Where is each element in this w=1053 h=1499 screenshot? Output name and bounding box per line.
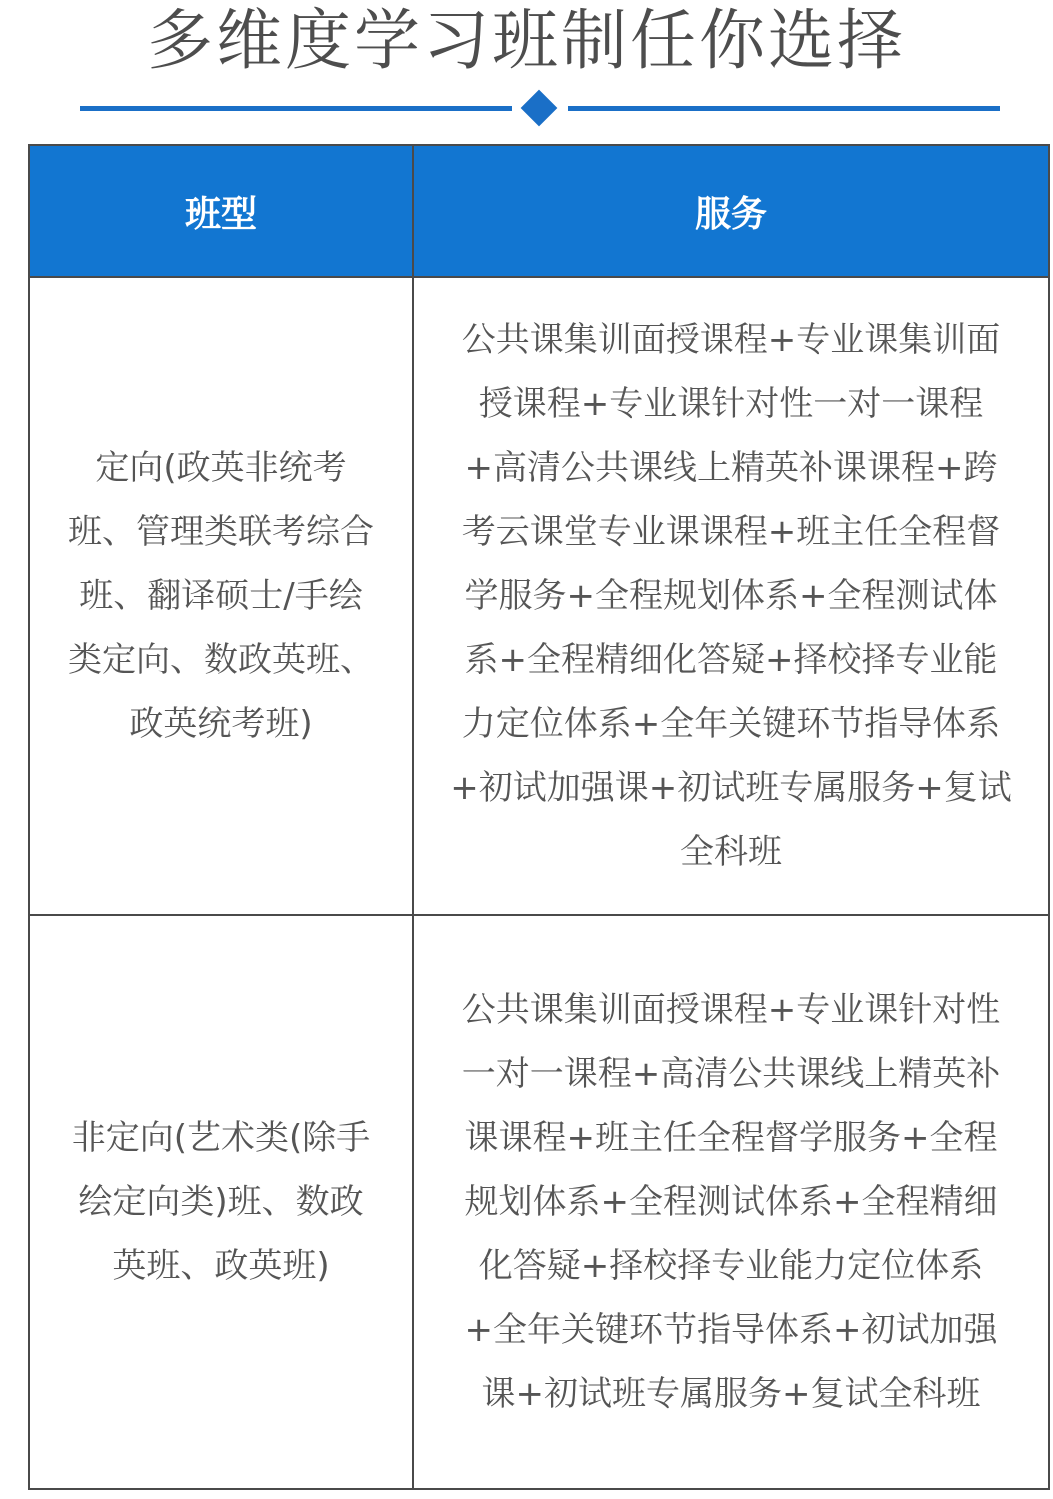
diamond-icon xyxy=(521,90,558,127)
page-title: 多维度学习班制任你选择 xyxy=(147,2,906,79)
class-type-table xyxy=(28,144,1050,1490)
title-divider xyxy=(0,88,1053,130)
divider-line-left xyxy=(80,106,512,111)
table-row-1-services: 公共课集训面授课程+专业课集训面授课程+专业课针对性一对一课程+高清公共课线上精英补课课程+跨考云课堂专业课课程+班主任全程督学服务+全程规划体系+全程测试体系+全程精细化答疑+择校择专业能力定位体系+全年关键环节指导体系+初试加强课+初试班专属服务+复试全科班 xyxy=(450,320,1012,872)
table-row-1-type: 定向(政英非统考班、管理类联考综合班、翻译硕士/手绘类定向、数政英班、政英统考班) xyxy=(68,448,374,744)
header-class-type: 班型 xyxy=(30,146,412,276)
table-row-2-type-cell xyxy=(30,914,412,1488)
table-row-2-services: 公共课集训面授课程+专业课针对性一对一课程+高清公共课线上精英补课课程+班主任全程督学服务+全程规划体系+全程测试体系+全程精细化答疑+择校择专业能力定位体系+全年关键环节指导体系+初试加强课+初试班专属服务+复试全科班 xyxy=(461,990,1001,1414)
table-row-2-services-cell xyxy=(412,914,1048,1488)
table-row-2-type: 非定向(艺术类(除手绘定向类)班、数政英班、政英班) xyxy=(71,1118,371,1286)
table-row-1-services-cell xyxy=(412,276,1048,914)
divider-line-right xyxy=(568,106,1000,111)
header-services: 服务 xyxy=(412,146,1048,276)
table-row-1-type-cell xyxy=(30,276,412,914)
